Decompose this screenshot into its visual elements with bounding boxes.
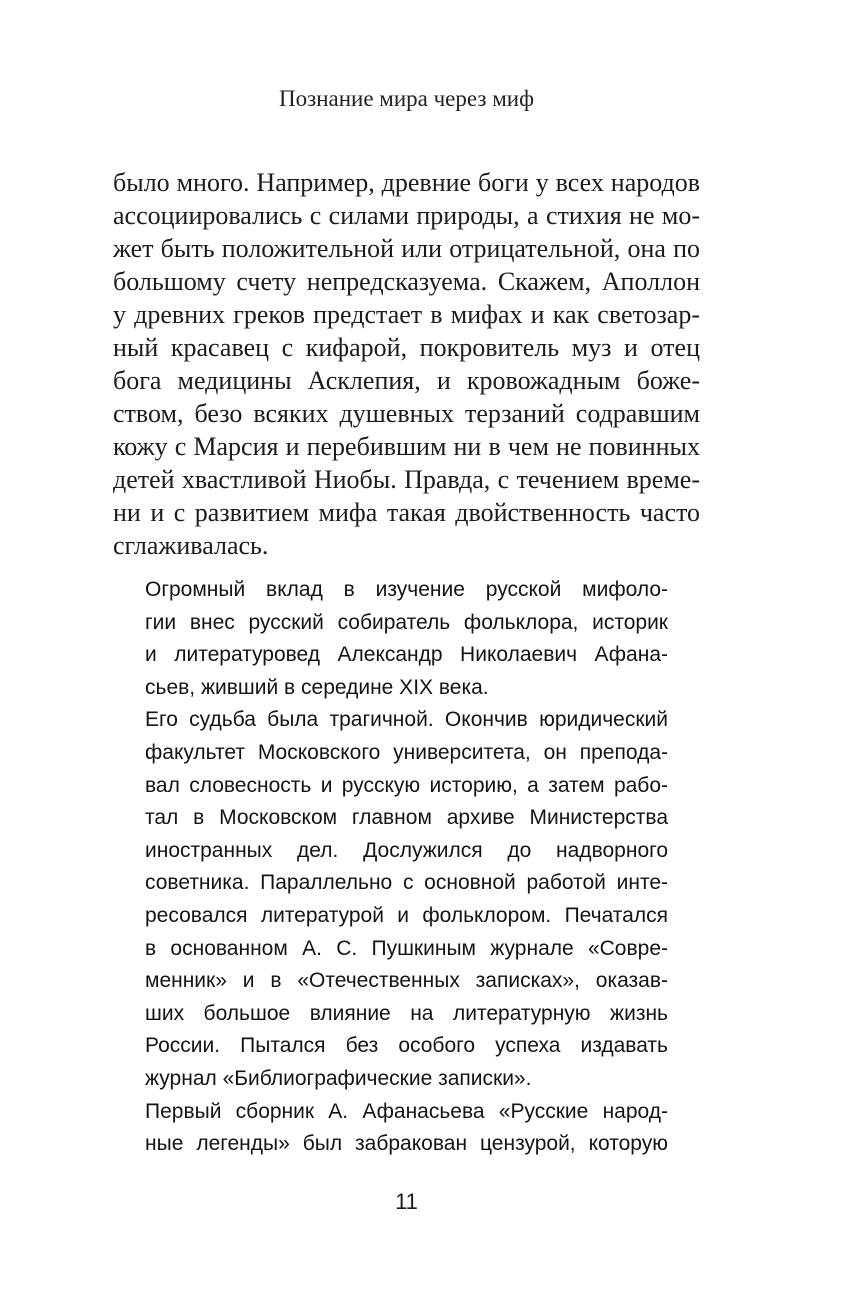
text-line: детей хвастливой Ниобы. Правда, с течением време- — [113, 465, 700, 494]
text-line: жет быть положительной или отрицательной, она по — [113, 234, 700, 263]
text-line: ших большое влияние на литературную жизнь — [145, 1001, 668, 1025]
text-line: гии внес русский собиратель фольклора, историк — [145, 610, 668, 634]
quote-paragraph — [145, 1096, 668, 1161]
main-paragraph — [113, 166, 700, 562]
text-line: ни и с развитием мифа такая двойственность часто — [113, 498, 700, 527]
page-number: 11 — [395, 1188, 418, 1214]
text-line: ный красавец с кифарой, покровитель муз и отец — [113, 333, 700, 362]
text-line: ресовался литературой и фольклором. Печатался — [145, 903, 668, 927]
text-line: вал словесность и русскую историю, а затем рабо- — [145, 773, 668, 797]
text-line: иностранных дел. Дослужился до надворного — [145, 838, 668, 862]
text-line: кожу с Марсия и перебившим ни в чем не повинных — [113, 432, 700, 461]
text-line: было много. Например, древние боги у всех народов — [113, 168, 700, 197]
quote-paragraph — [145, 574, 668, 704]
text-line: бога медицины Асклепия, и кровожадным боже- — [113, 366, 700, 395]
text-line: у древних греков предстает в мифах и как светозар- — [113, 300, 700, 329]
text-line: ные легенды» был забракован цензурой, которую — [145, 1132, 668, 1156]
text-line: России. Пытался без особого успеха издавать — [145, 1034, 668, 1058]
text-line: журнал «Библиографические записки». — [145, 1066, 532, 1090]
text-line: менник» и в «Отечественных записках», оказав- — [145, 969, 668, 993]
text-line: в основанном А. С. Пушкиным журнале «Совре- — [145, 936, 668, 960]
text-line: большому счету непредсказуема. Скажем, Аполлон — [113, 267, 700, 296]
text-line: Первый сборник А. Афанасьева «Русские народ- — [145, 1099, 668, 1123]
text-line: и литературовед Александр Николаевич Афана- — [145, 643, 668, 667]
quote-paragraph — [145, 704, 668, 1095]
text-line: тал в Московском главном архиве Министерства — [145, 806, 668, 830]
text-line: сьев, живший в середине XIX века. — [145, 675, 489, 699]
text-line: ством, безо всяких душевных терзаний содравшим — [113, 399, 700, 428]
text-line: ассоциировались с силами природы, а стихия не мо- — [113, 201, 700, 230]
text-line: сглаживалась. — [113, 531, 269, 560]
running-header: Познание мира через миф — [279, 86, 534, 111]
quote-block — [145, 574, 668, 1161]
text-line: факультет Московского университета, он препода- — [145, 740, 668, 764]
text-line: советника. Параллельно с основной работой инте- — [145, 871, 668, 895]
text-line: Его судьба была трагичной. Окончив юридический — [145, 708, 668, 732]
text-column — [113, 86, 700, 1215]
text-line: Огромный вклад в изучение русской мифоло- — [145, 578, 668, 601]
